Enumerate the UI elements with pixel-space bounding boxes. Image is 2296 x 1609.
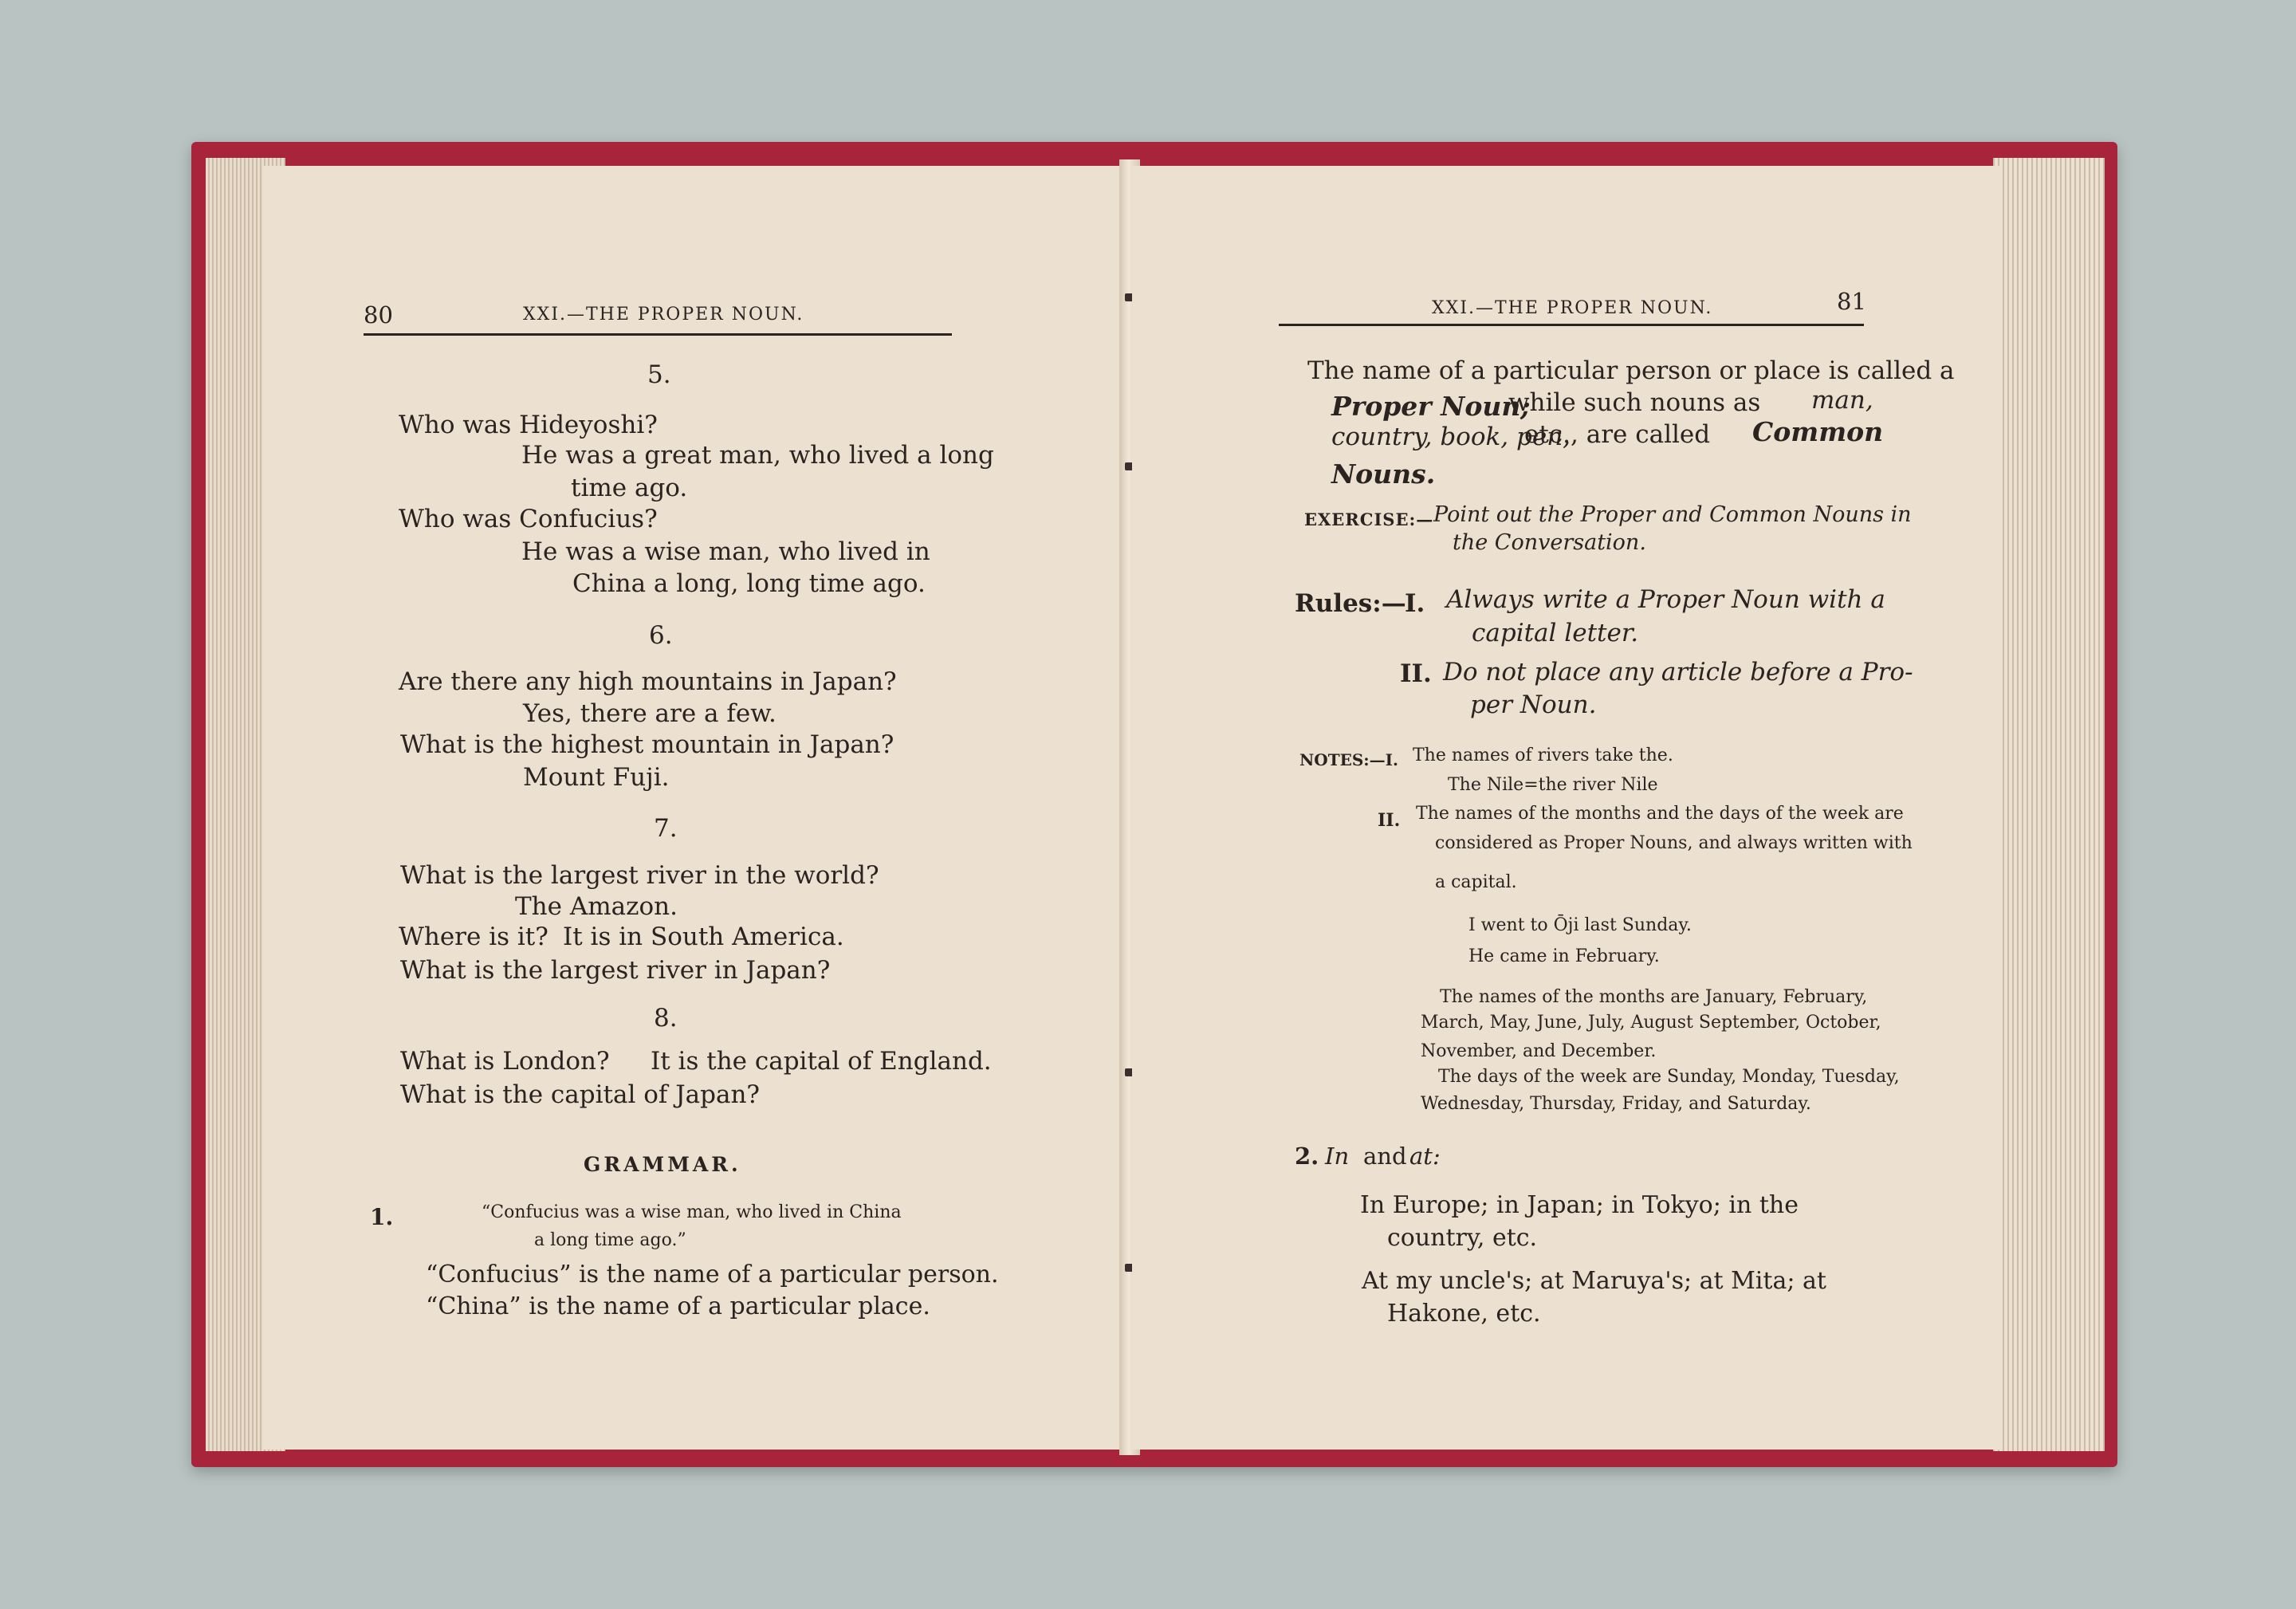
proper-noun-term: Proper Noun; (1331, 391, 1531, 422)
definition-line: while such nouns as (1508, 388, 1761, 417)
common-noun-term: Common (1752, 416, 1884, 447)
exercise-text: Point out the Proper and Common Nouns in (1433, 502, 1912, 527)
left-running-head: XXI.—THE PROPER NOUN. (523, 305, 804, 325)
answer-line: It is the capital of England. (651, 1047, 992, 1076)
grammar-explanation: “Confucius” is the name of a particular person. (426, 1261, 999, 1288)
example-line: In Europe; in Japan; in Tokyo; in the (1360, 1191, 1799, 1219)
note-example: He came in February. (1468, 946, 1660, 966)
rule-text: Do not place any article before a Pro- (1443, 658, 1913, 686)
definition-line: etc., are called (1524, 420, 1711, 449)
grammar-quote-line: a long time ago.” (534, 1230, 686, 1250)
example-line: Hakone, etc. (1387, 1300, 1541, 1328)
exercise-text: the Conversation. (1453, 530, 1646, 555)
note-text: The Nile=the river Nile (1448, 775, 1658, 795)
question-line: Who was Hideyoshi? (399, 411, 658, 439)
months-note: March, May, June, July, August September, October, (1421, 1013, 1881, 1033)
days-note: The days of the week are Sunday, Monday, Tuesday, (1438, 1067, 1900, 1087)
question-line: Where is it? (399, 923, 548, 951)
rule-number: II. (1400, 659, 1432, 688)
rule-text: capital letter. (1472, 619, 1639, 647)
answer-line: Yes, there are a few. (523, 699, 776, 728)
section-number: 6. (649, 621, 673, 650)
note-number: II. (1378, 810, 1401, 831)
definition-line: The name of a particular person or place is called a (1307, 356, 1955, 385)
grammar-quote-line: “Confucius was a wise man, who lived in China (482, 1202, 902, 1222)
right-head-rule (1279, 324, 1864, 326)
question-line: What is the capital of Japan? (400, 1080, 761, 1109)
days-note: Wednesday, Thursday, Friday, and Saturday. (1421, 1094, 1811, 1114)
question-line: Who was Confucius? (399, 505, 658, 533)
grammar-explanation: “China” is the name of a particular place. (426, 1292, 930, 1320)
section-2-heading: and (1363, 1143, 1407, 1170)
note-text: The names of rivers take the. (1413, 745, 1673, 765)
answer-line: He was a great man, who lived a long (521, 441, 994, 470)
exercise-label: EXERCISE:— (1304, 509, 1434, 529)
rules-label: Rules:— (1295, 589, 1406, 618)
answer-line: China a long, long time ago. (572, 569, 926, 598)
question-line: What is the largest river in the world? (400, 861, 879, 890)
months-note: The names of the months are January, February, (1440, 987, 1868, 1007)
section-number: 5. (647, 360, 671, 389)
right-running-head: XXI.—THE PROPER NOUN. (1432, 298, 1713, 318)
rule-number: I. (1405, 589, 1425, 618)
example-line: country, etc. (1387, 1224, 1538, 1252)
left-head-rule (364, 333, 952, 336)
definition-example: country, book, pen, (1331, 423, 1571, 451)
question-line: What is the highest mountain in Japan? (400, 730, 894, 759)
months-note: November, and December. (1421, 1041, 1657, 1061)
answer-line: He was a wise man, who lived in (521, 537, 930, 566)
note-text: a capital. (1435, 872, 1517, 892)
section-number: 7. (654, 814, 678, 843)
definition-example: man, (1811, 386, 1873, 415)
rule-text: Always write a Proper Noun with a (1446, 585, 1885, 614)
answer-line: It is in South America. (563, 923, 844, 951)
answer-line: time ago. (571, 474, 688, 502)
notes-label: NOTES:—I. (1299, 750, 1398, 769)
rule-text: per Noun. (1470, 690, 1597, 719)
example-line: At my uncle's; at Maruya's; at Mita; at (1362, 1267, 1826, 1295)
left-page (263, 166, 1124, 1450)
right-page-edges (1993, 158, 2105, 1451)
note-text: The names of the months and the days of the week are (1416, 804, 1904, 824)
answer-line: The Amazon. (515, 892, 678, 921)
grammar-heading: GRAMMAR. (584, 1153, 741, 1176)
common-noun-term: Nouns. (1331, 458, 1436, 490)
note-example: I went to Ōji last Sunday. (1468, 915, 1692, 935)
left-page-number: 80 (364, 301, 393, 328)
section-number: 8. (654, 1004, 678, 1033)
question-line: What is London? (400, 1047, 610, 1076)
grammar-item-number: 1. (370, 1204, 394, 1230)
answer-line: Mount Fuji. (523, 763, 670, 792)
right-page-number: 81 (1837, 288, 1866, 315)
question-line: What is the largest river in Japan? (400, 956, 831, 985)
section-2-heading: at: (1409, 1143, 1441, 1170)
section-2-number: 2. (1295, 1143, 1319, 1170)
section-2-heading: In (1325, 1143, 1350, 1170)
note-text: considered as Proper Nouns, and always written with (1435, 833, 1913, 853)
question-line: Are there any high mountains in Japan? (399, 667, 897, 696)
